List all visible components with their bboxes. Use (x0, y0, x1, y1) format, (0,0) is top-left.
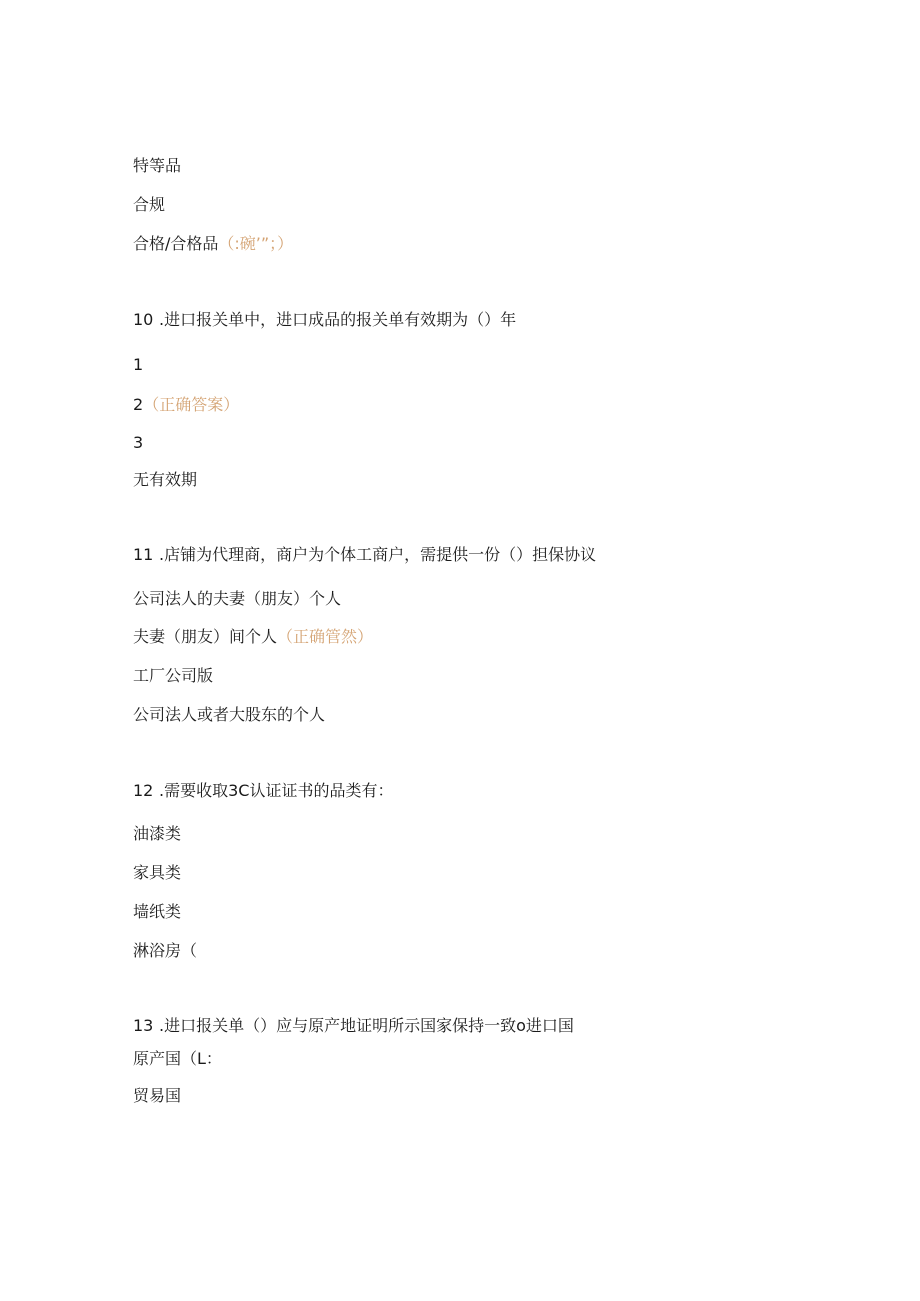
option-text: 贸易国 (133, 1086, 182, 1105)
option-text: 2 (133, 395, 144, 414)
option-text: 公司法人或者大股东的个人 (133, 705, 326, 724)
question-text: .进口报关单（）应与原产地证明所示国家保持一致o进口国 (159, 1016, 574, 1035)
question-number: 13 (133, 1016, 154, 1035)
option-with-note (133, 234, 293, 254)
answer-note: （正确答案） (143, 395, 240, 414)
question-number: 12 (133, 781, 154, 800)
option-correct (133, 627, 373, 647)
option-correct (133, 395, 239, 415)
question-10 (133, 310, 516, 330)
question-11 (133, 545, 596, 565)
option-text: 特等品 (133, 156, 182, 175)
question-number: 10 (133, 310, 154, 329)
option-text: 淋浴房（ (133, 941, 198, 960)
option-text: 公司法人的夫妻（朋友）个人 (133, 589, 342, 608)
option-text: 3 (133, 433, 144, 452)
option-text: 工厂公司版 (133, 666, 214, 685)
question-text: .需要收取3C认证证书的品类有： (159, 781, 394, 800)
answer-note: （正确管然） (277, 627, 374, 646)
question-text: .店铺为代理商，商户为个体工商户，需提供一份（）担保协议 (159, 545, 597, 564)
option-text: 合规 (133, 195, 166, 214)
option-text: 1 (133, 355, 144, 374)
option-text: 夫妻（朋友）间个人 (133, 627, 278, 646)
option-text: 无有效期 (133, 470, 198, 489)
answer-note: （:碗’”；） (218, 234, 294, 253)
question-text: .进口报关单中，进口成品的报关单有效期为（）年 (159, 310, 517, 329)
question-12 (133, 781, 393, 801)
option-text: 油漆类 (133, 824, 182, 843)
option-text: 墙纸类 (133, 902, 182, 921)
option-text: 家具类 (133, 863, 182, 882)
question-13 (133, 1016, 574, 1036)
option-text: 原产国（L： (133, 1049, 222, 1068)
question-number: 11 (133, 545, 154, 564)
option-text: 合格/合格品 (133, 234, 219, 253)
